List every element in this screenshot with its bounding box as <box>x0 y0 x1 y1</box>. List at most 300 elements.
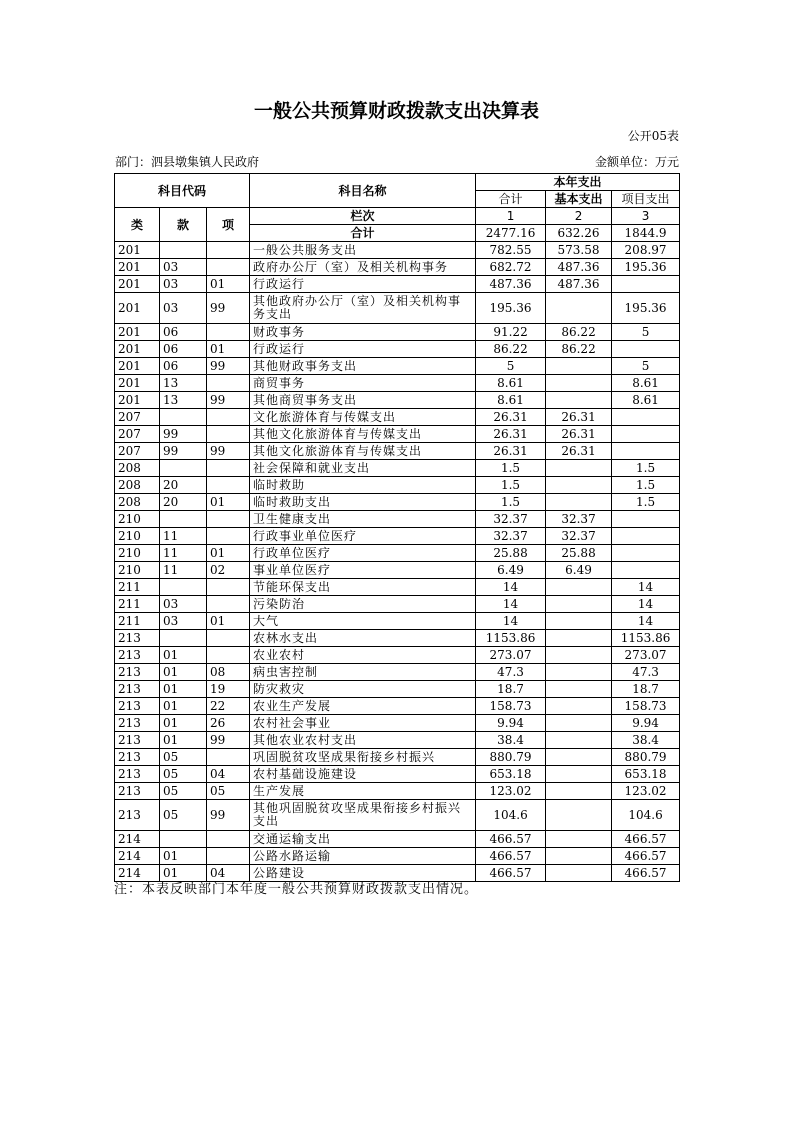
cell-project <box>612 511 680 528</box>
cell-lei: 210 <box>115 562 160 579</box>
table-row <box>115 732 680 749</box>
cell-xiang: 04 <box>207 766 250 783</box>
header-col2: 2 <box>546 208 612 225</box>
cell-lei: 214 <box>115 865 160 882</box>
cell-lei: 201 <box>115 392 160 409</box>
cell-name: 其他商贸事务支出 <box>250 392 476 409</box>
cell-basic <box>546 477 612 494</box>
cell-total: 682.72 <box>476 259 546 276</box>
table-row <box>115 613 680 630</box>
cell-total: 653.18 <box>476 766 546 783</box>
cell-basic <box>546 715 612 732</box>
cell-project: 195.36 <box>612 259 680 276</box>
grand-total-basic: 632.26 <box>546 225 612 242</box>
cell-xiang <box>207 511 250 528</box>
cell-name: 交通运输支出 <box>250 831 476 848</box>
cell-lei: 211 <box>115 579 160 596</box>
cell-lei: 201 <box>115 375 160 392</box>
cell-basic <box>546 749 612 766</box>
cell-name: 其他政府办公厅（室）及相关机构事务支出 <box>250 293 476 324</box>
cell-name: 其他财政事务支出 <box>250 358 476 375</box>
cell-xiang <box>207 831 250 848</box>
table-row <box>115 630 680 647</box>
cell-name: 行政单位医疗 <box>250 545 476 562</box>
cell-lei: 210 <box>115 528 160 545</box>
cell-xiang: 01 <box>207 276 250 293</box>
cell-name: 病虫害控制 <box>250 664 476 681</box>
cell-basic <box>546 865 612 882</box>
department-label: 部门：泗县墩集镇人民政府 <box>115 155 260 169</box>
cell-lei: 213 <box>115 630 160 647</box>
cell-total: 14 <box>476 579 546 596</box>
cell-total: 1.5 <box>476 460 546 477</box>
cell-basic: 26.31 <box>546 426 612 443</box>
cell-xiang: 02 <box>207 562 250 579</box>
cell-lei: 208 <box>115 460 160 477</box>
cell-name: 文化旅游体育与传媒支出 <box>250 409 476 426</box>
cell-kuan: 05 <box>160 783 207 800</box>
cell-kuan: 06 <box>160 358 207 375</box>
cell-kuan: 03 <box>160 613 207 630</box>
cell-project <box>612 276 680 293</box>
cell-lei: 213 <box>115 715 160 732</box>
table-row <box>115 409 680 426</box>
cell-xiang: 04 <box>207 865 250 882</box>
cell-lei: 201 <box>115 324 160 341</box>
cell-total: 47.3 <box>476 664 546 681</box>
cell-kuan: 01 <box>160 732 207 749</box>
cell-lei: 213 <box>115 800 160 831</box>
cell-total: 32.37 <box>476 511 546 528</box>
cell-project <box>612 426 680 443</box>
cell-total: 26.31 <box>476 409 546 426</box>
cell-basic <box>546 848 612 865</box>
cell-total: 123.02 <box>476 783 546 800</box>
cell-name: 大气 <box>250 613 476 630</box>
cell-total: 273.07 <box>476 647 546 664</box>
cell-project <box>612 443 680 460</box>
cell-name: 临时救助支出 <box>250 494 476 511</box>
cell-basic: 32.37 <box>546 511 612 528</box>
cell-kuan <box>160 409 207 426</box>
cell-project: 880.79 <box>612 749 680 766</box>
header-subject-name: 科目名称 <box>250 174 476 208</box>
cell-name: 社会保障和就业支出 <box>250 460 476 477</box>
grand-total-label: 合计 <box>250 225 476 242</box>
cell-project: 1153.86 <box>612 630 680 647</box>
table-row <box>115 528 680 545</box>
table-row <box>115 766 680 783</box>
header-project: 项目支出 <box>612 191 680 208</box>
table-row <box>115 681 680 698</box>
cell-kuan: 13 <box>160 392 207 409</box>
cell-xiang: 01 <box>207 613 250 630</box>
cell-project: 14 <box>612 596 680 613</box>
cell-xiang <box>207 749 250 766</box>
cell-project: 273.07 <box>612 647 680 664</box>
header-col3: 3 <box>612 208 680 225</box>
cell-total: 9.94 <box>476 715 546 732</box>
cell-total: 6.49 <box>476 562 546 579</box>
cell-name: 农林水支出 <box>250 630 476 647</box>
cell-kuan: 11 <box>160 562 207 579</box>
cell-basic: 6.49 <box>546 562 612 579</box>
table-row <box>115 443 680 460</box>
cell-basic <box>546 800 612 831</box>
cell-total: 14 <box>476 596 546 613</box>
table-row <box>115 545 680 562</box>
grand-total-total: 2477.16 <box>476 225 546 242</box>
cell-kuan <box>160 630 207 647</box>
budget-table <box>114 173 680 882</box>
cell-kuan: 03 <box>160 259 207 276</box>
cell-kuan: 01 <box>160 715 207 732</box>
table-row <box>115 375 680 392</box>
cell-total: 18.7 <box>476 681 546 698</box>
cell-basic <box>546 375 612 392</box>
cell-total: 8.61 <box>476 375 546 392</box>
header-basic: 基本支出 <box>546 191 612 208</box>
cell-lei: 210 <box>115 511 160 528</box>
cell-lei: 214 <box>115 848 160 865</box>
cell-xiang: 26 <box>207 715 250 732</box>
cell-lei: 210 <box>115 545 160 562</box>
cell-project: 8.61 <box>612 392 680 409</box>
cell-project: 14 <box>612 579 680 596</box>
table-note: 注：本表反映部门本年度一般公共预算财政拨款支出情况。 <box>114 882 479 897</box>
cell-name: 其他文化旅游体育与传媒支出 <box>250 426 476 443</box>
cell-total: 38.4 <box>476 732 546 749</box>
cell-basic <box>546 596 612 613</box>
cell-name: 公路水路运输 <box>250 848 476 865</box>
cell-total: 1.5 <box>476 494 546 511</box>
cell-lei: 207 <box>115 409 160 426</box>
cell-xiang: 99 <box>207 293 250 324</box>
table-row <box>115 749 680 766</box>
cell-name: 公路建设 <box>250 865 476 882</box>
cell-kuan: 11 <box>160 528 207 545</box>
cell-name: 财政事务 <box>250 324 476 341</box>
header-col1: 1 <box>476 208 546 225</box>
cell-basic: 573.58 <box>546 242 612 259</box>
cell-basic <box>546 647 612 664</box>
cell-kuan: 01 <box>160 865 207 882</box>
cell-name: 生产发展 <box>250 783 476 800</box>
cell-total: 880.79 <box>476 749 546 766</box>
cell-name: 商贸事务 <box>250 375 476 392</box>
cell-basic: 26.31 <box>546 409 612 426</box>
table-row <box>115 293 680 324</box>
header-subject-code: 科目代码 <box>115 174 250 208</box>
cell-kuan: 20 <box>160 494 207 511</box>
cell-name: 农村基础设施建设 <box>250 766 476 783</box>
table-row <box>115 460 680 477</box>
cell-total: 466.57 <box>476 865 546 882</box>
table-row <box>115 831 680 848</box>
header-xiang: 项 <box>207 208 250 242</box>
cell-basic: 86.22 <box>546 341 612 358</box>
cell-lei: 208 <box>115 477 160 494</box>
cell-project <box>612 545 680 562</box>
cell-name: 其他巩固脱贫攻坚成果衔接乡村振兴支出 <box>250 800 476 831</box>
cell-total: 14 <box>476 613 546 630</box>
cell-kuan: 05 <box>160 766 207 783</box>
cell-kuan <box>160 460 207 477</box>
header-column-index: 栏次 <box>250 208 476 225</box>
cell-project: 14 <box>612 613 680 630</box>
table-row <box>115 596 680 613</box>
cell-xiang <box>207 528 250 545</box>
table-row <box>115 259 680 276</box>
cell-project: 158.73 <box>612 698 680 715</box>
cell-basic: 487.36 <box>546 259 612 276</box>
cell-basic <box>546 494 612 511</box>
header-current-year: 本年支出 <box>476 174 680 191</box>
cell-lei: 207 <box>115 426 160 443</box>
cell-name: 卫生健康支出 <box>250 511 476 528</box>
cell-basic <box>546 766 612 783</box>
cell-lei: 211 <box>115 613 160 630</box>
table-row <box>115 664 680 681</box>
cell-xiang: 99 <box>207 800 250 831</box>
cell-basic <box>546 732 612 749</box>
cell-name: 其他文化旅游体育与传媒支出 <box>250 443 476 460</box>
cell-xiang <box>207 848 250 865</box>
cell-lei: 201 <box>115 242 160 259</box>
cell-name: 行政运行 <box>250 276 476 293</box>
cell-total: 1153.86 <box>476 630 546 647</box>
cell-basic: 487.36 <box>546 276 612 293</box>
cell-name: 其他农业农村支出 <box>250 732 476 749</box>
cell-project <box>612 341 680 358</box>
cell-name: 农业农村 <box>250 647 476 664</box>
cell-basic <box>546 358 612 375</box>
cell-lei: 213 <box>115 664 160 681</box>
table-row <box>115 392 680 409</box>
cell-lei: 214 <box>115 831 160 848</box>
cell-kuan: 05 <box>160 800 207 831</box>
header-kuan: 款 <box>160 208 207 242</box>
cell-kuan: 99 <box>160 443 207 460</box>
cell-project: 47.3 <box>612 664 680 681</box>
table-row <box>115 426 680 443</box>
table-row <box>115 341 680 358</box>
cell-xiang: 99 <box>207 732 250 749</box>
cell-basic <box>546 460 612 477</box>
cell-lei: 213 <box>115 749 160 766</box>
cell-kuan: 01 <box>160 698 207 715</box>
cell-xiang: 99 <box>207 443 250 460</box>
cell-lei: 201 <box>115 276 160 293</box>
cell-basic <box>546 681 612 698</box>
cell-project: 1.5 <box>612 494 680 511</box>
cell-total: 8.61 <box>476 392 546 409</box>
cell-basic <box>546 392 612 409</box>
cell-kuan: 01 <box>160 664 207 681</box>
cell-project: 653.18 <box>612 766 680 783</box>
cell-lei: 201 <box>115 358 160 375</box>
cell-kuan: 03 <box>160 596 207 613</box>
cell-project: 1.5 <box>612 460 680 477</box>
cell-lei: 213 <box>115 698 160 715</box>
cell-lei: 201 <box>115 293 160 324</box>
cell-xiang <box>207 324 250 341</box>
cell-name: 农业生产发展 <box>250 698 476 715</box>
cell-basic <box>546 831 612 848</box>
cell-lei: 213 <box>115 783 160 800</box>
cell-xiang: 99 <box>207 358 250 375</box>
cell-total: 86.22 <box>476 341 546 358</box>
cell-kuan: 05 <box>160 749 207 766</box>
table-row <box>115 783 680 800</box>
table-row <box>115 647 680 664</box>
cell-lei: 213 <box>115 647 160 664</box>
header-total: 合计 <box>476 191 546 208</box>
cell-project: 466.57 <box>612 831 680 848</box>
cell-basic <box>546 613 612 630</box>
table-row <box>115 494 680 511</box>
cell-kuan: 06 <box>160 324 207 341</box>
cell-project <box>612 562 680 579</box>
cell-project: 466.57 <box>612 865 680 882</box>
cell-xiang <box>207 477 250 494</box>
cell-name: 一般公共服务支出 <box>250 242 476 259</box>
table-row <box>115 848 680 865</box>
cell-basic <box>546 579 612 596</box>
cell-total: 158.73 <box>476 698 546 715</box>
cell-total: 26.31 <box>476 426 546 443</box>
cell-lei: 208 <box>115 494 160 511</box>
cell-name: 污染防治 <box>250 596 476 613</box>
cell-total: 466.57 <box>476 848 546 865</box>
table-row <box>115 324 680 341</box>
cell-xiang: 01 <box>207 341 250 358</box>
cell-project: 104.6 <box>612 800 680 831</box>
cell-name: 农村社会事业 <box>250 715 476 732</box>
table-row <box>115 358 680 375</box>
cell-total: 26.31 <box>476 443 546 460</box>
cell-name: 临时救助 <box>250 477 476 494</box>
cell-name: 政府办公厅（室）及相关机构事务 <box>250 259 476 276</box>
table-row <box>115 562 680 579</box>
cell-lei: 213 <box>115 766 160 783</box>
cell-project: 1.5 <box>612 477 680 494</box>
cell-total: 32.37 <box>476 528 546 545</box>
cell-lei: 211 <box>115 596 160 613</box>
cell-basic: 25.88 <box>546 545 612 562</box>
cell-lei: 201 <box>115 341 160 358</box>
cell-name: 节能环保支出 <box>250 579 476 596</box>
cell-kuan: 03 <box>160 293 207 324</box>
table-row <box>115 698 680 715</box>
cell-total: 782.55 <box>476 242 546 259</box>
cell-project: 195.36 <box>612 293 680 324</box>
cell-xiang: 99 <box>207 392 250 409</box>
cell-name: 行政运行 <box>250 341 476 358</box>
cell-kuan: 01 <box>160 681 207 698</box>
cell-kuan: 20 <box>160 477 207 494</box>
cell-project: 208.97 <box>612 242 680 259</box>
cell-project: 9.94 <box>612 715 680 732</box>
cell-basic <box>546 783 612 800</box>
cell-xiang <box>207 375 250 392</box>
cell-xiang: 08 <box>207 664 250 681</box>
cell-name: 防灾救灾 <box>250 681 476 698</box>
cell-project: 8.61 <box>612 375 680 392</box>
cell-kuan: 03 <box>160 276 207 293</box>
cell-xiang: 01 <box>207 494 250 511</box>
cell-total: 25.88 <box>476 545 546 562</box>
cell-total: 5 <box>476 358 546 375</box>
cell-xiang: 19 <box>207 681 250 698</box>
cell-name: 巩固脱贫攻坚成果衔接乡村振兴 <box>250 749 476 766</box>
table-row <box>115 511 680 528</box>
cell-xiang <box>207 460 250 477</box>
cell-lei: 213 <box>115 681 160 698</box>
cell-kuan: 01 <box>160 647 207 664</box>
cell-xiang <box>207 596 250 613</box>
cell-basic <box>546 630 612 647</box>
cell-project: 466.57 <box>612 848 680 865</box>
cell-xiang <box>207 426 250 443</box>
cell-total: 1.5 <box>476 477 546 494</box>
unit-label: 金额单位：万元 <box>594 155 679 169</box>
cell-basic: 32.37 <box>546 528 612 545</box>
page-title: 一般公共预算财政拨款支出决算表 <box>253 100 539 122</box>
cell-kuan: 99 <box>160 426 207 443</box>
cell-project: 5 <box>612 358 680 375</box>
cell-xiang <box>207 579 250 596</box>
cell-kuan <box>160 579 207 596</box>
cell-total: 487.36 <box>476 276 546 293</box>
cell-total: 91.22 <box>476 324 546 341</box>
cell-project: 18.7 <box>612 681 680 698</box>
cell-lei: 201 <box>115 259 160 276</box>
table-row <box>115 276 680 293</box>
cell-basic: 86.22 <box>546 324 612 341</box>
cell-name: 行政事业单位医疗 <box>250 528 476 545</box>
cell-basic: 26.31 <box>546 443 612 460</box>
grand-total-project: 1844.9 <box>612 225 680 242</box>
cell-basic <box>546 664 612 681</box>
cell-project: 5 <box>612 324 680 341</box>
cell-kuan: 06 <box>160 341 207 358</box>
header-lei: 类 <box>115 208 160 242</box>
cell-project <box>612 409 680 426</box>
table-row <box>115 477 680 494</box>
cell-basic <box>546 293 612 324</box>
table-body <box>115 242 680 882</box>
cell-lei: 213 <box>115 732 160 749</box>
cell-project <box>612 528 680 545</box>
cell-kuan <box>160 831 207 848</box>
cell-kuan: 01 <box>160 848 207 865</box>
cell-basic <box>546 698 612 715</box>
cell-kuan: 13 <box>160 375 207 392</box>
cell-kuan <box>160 242 207 259</box>
table-row <box>115 800 680 831</box>
cell-xiang <box>207 259 250 276</box>
cell-xiang <box>207 630 250 647</box>
cell-lei: 207 <box>115 443 160 460</box>
cell-xiang <box>207 409 250 426</box>
cell-name: 事业单位医疗 <box>250 562 476 579</box>
cell-kuan: 11 <box>160 545 207 562</box>
cell-xiang <box>207 647 250 664</box>
cell-total: 466.57 <box>476 831 546 848</box>
form-number: 公开05表 <box>627 129 679 143</box>
cell-xiang: 22 <box>207 698 250 715</box>
